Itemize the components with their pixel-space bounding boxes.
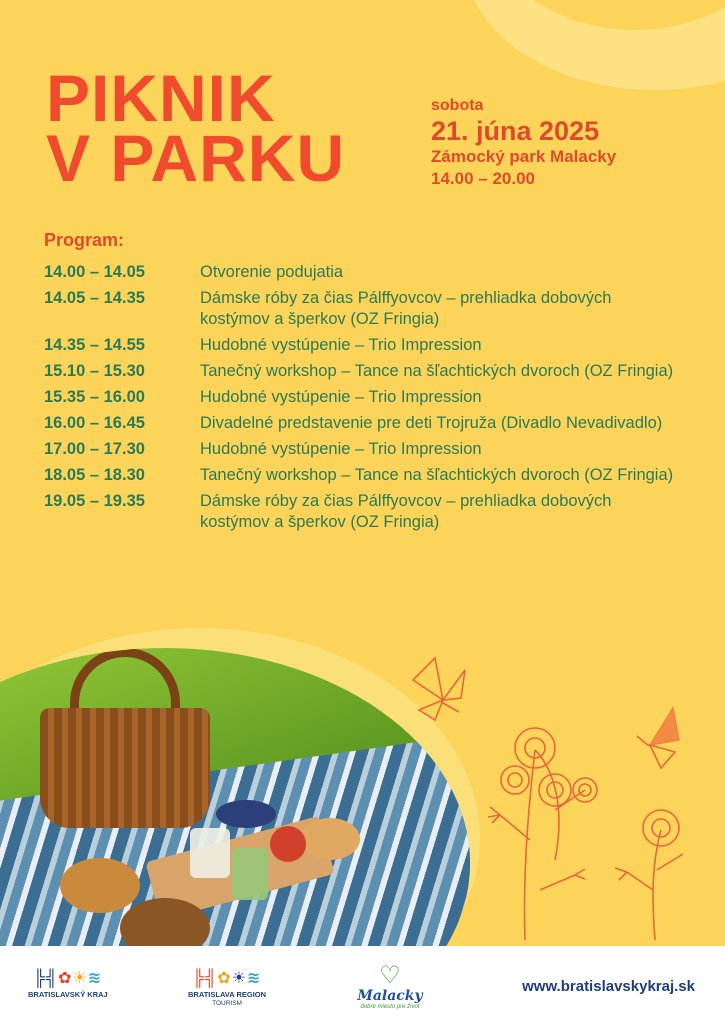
program-desc: Tanečný workshop – Tance na šľachtických dvoroch (OZ Fringia): [200, 466, 674, 484]
event-time: 14.00 – 20.00: [431, 169, 535, 188]
bun: [300, 818, 360, 860]
program-time: 15.10 – 15.30: [44, 362, 145, 380]
wildflower-illustration: [405, 640, 705, 950]
title-line-2: V PARKU: [46, 121, 346, 195]
website-link[interactable]: www.bratislavskykraj.sk: [522, 978, 695, 995]
logo-mark: ╠╣✿☀≋: [33, 970, 103, 987]
apple: [270, 826, 306, 862]
program-time: 14.00 – 14.05: [44, 263, 145, 281]
program-row: [44, 262, 684, 283]
bread-roll: [60, 858, 140, 913]
footer: [0, 946, 725, 1024]
logo-mark: ╠╣✿☀≋: [192, 970, 262, 987]
program-list: [44, 262, 684, 538]
program-row: [44, 491, 684, 533]
event-place: Zámocký park Malacky: [431, 147, 617, 166]
logo-caption: BRATISLAVSKÝ KRAJ: [28, 990, 108, 999]
butterfly-icon: [637, 708, 679, 768]
program-desc: Hudobné vystúpenie – Trio Impression: [200, 440, 482, 458]
program-row: [44, 335, 684, 356]
program-row: [44, 413, 684, 434]
program-desc: Divadelné predstavenie pre deti Trojruža (Divadlo Nevadivadlo): [200, 414, 663, 432]
program-time: 16.00 – 16.45: [44, 414, 145, 432]
malacky-tagline: dobré miesto pre život: [360, 1004, 420, 1010]
program-time: 15.35 – 16.00: [44, 388, 145, 406]
program-row: [44, 465, 684, 486]
logo-caption: BRATISLAVA REGION: [188, 990, 267, 999]
heart-icon: ♡: [379, 962, 401, 989]
program-heading: Program:: [44, 230, 125, 250]
program-desc: Dámske róby za čias Pálffyovcov – prehliadka dobových kostýmov a šperkov (OZ Fringia): [200, 289, 612, 328]
program-time: 19.05 – 19.35: [44, 492, 145, 510]
logo-subcaption: TOURISM: [212, 1000, 242, 1007]
picnic-basket: [40, 708, 210, 828]
malacky-logo[interactable]: [345, 964, 435, 1010]
program-time: 14.35 – 14.55: [44, 336, 145, 354]
program-row: [44, 439, 684, 460]
program-time: 18.05 – 18.30: [44, 466, 145, 484]
program-row: [44, 288, 684, 330]
program-desc: Tanečný workshop – Tance na šľachtických dvoroch (OZ Fringia): [200, 362, 674, 380]
event-info: [431, 96, 616, 190]
program-desc: Hudobné vystúpenie – Trio Impression: [200, 388, 482, 406]
program-desc: Dámske róby za čias Pálffyovcov – prehliadka dobových kostýmov a šperkov (OZ Fringia): [200, 492, 612, 531]
bratislava-region-tourism-logo[interactable]: [188, 968, 266, 1007]
cucumber-jar: [232, 848, 268, 900]
poster-title: [46, 61, 346, 195]
program-row: [44, 387, 684, 408]
malacky-name: Malacky: [357, 988, 423, 1004]
event-day: sobota: [431, 97, 484, 114]
program-time: 14.05 – 14.35: [44, 289, 145, 307]
blueberry-bowl: [216, 800, 276, 828]
title-line-1: PIKNIK: [46, 61, 276, 135]
program-row: [44, 361, 684, 382]
butterfly-icon: [413, 658, 465, 720]
program-desc: Hudobné vystúpenie – Trio Impression: [200, 336, 482, 354]
bratislavsky-kraj-logo[interactable]: [28, 968, 108, 999]
event-date: 21. júna 2025: [431, 116, 600, 146]
program-time: 17.00 – 17.30: [44, 440, 145, 458]
program-desc: Otvorenie podujatia: [200, 263, 344, 281]
yogurt-jar: [190, 828, 230, 878]
